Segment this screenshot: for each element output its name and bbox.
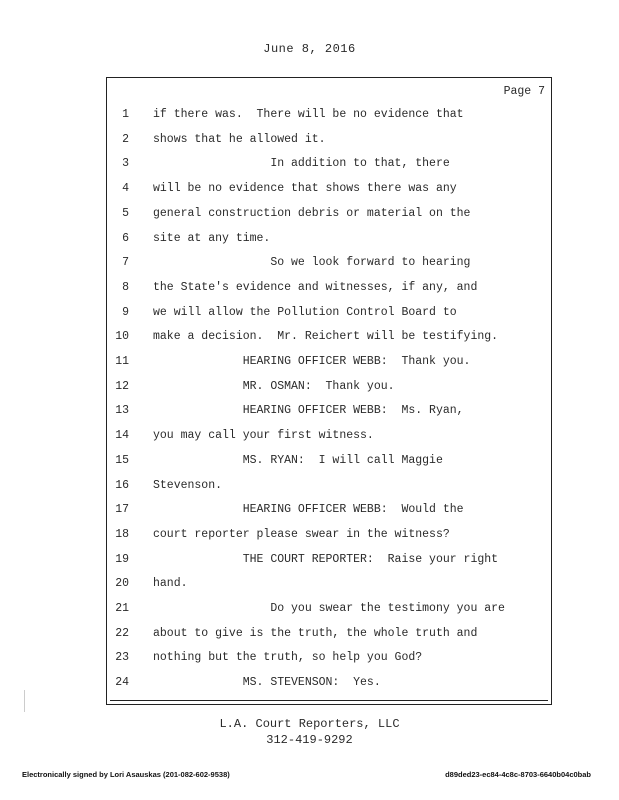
line-text: court reporter please swear in the witness? [153, 527, 450, 541]
line-number: 16 [115, 478, 129, 492]
transcript-line [107, 572, 551, 596]
line-text: about to give is the truth, the whole truth and [153, 626, 478, 640]
line-number: 9 [122, 305, 129, 319]
transcript-line [107, 474, 551, 498]
transcript-line [107, 103, 551, 127]
line-number: 3 [122, 157, 129, 171]
line-text: MR. OSMAN: Thank you. [153, 379, 395, 393]
line-text: the State's evidence and witnesses, if any, and [153, 280, 478, 294]
transcript-line [107, 152, 551, 176]
line-text: THE COURT REPORTER: Raise your right [153, 552, 499, 566]
line-number: 21 [115, 602, 129, 615]
transcript-line [107, 301, 551, 325]
transcript-line [107, 498, 551, 522]
reporter-name: L.A. Court Reporters, LLC [219, 717, 400, 731]
line-text: HEARING OFFICER WEBB: Thank you. [153, 355, 471, 368]
line-number: 18 [115, 527, 129, 541]
transcript-line [107, 548, 551, 572]
line-number: 24 [115, 676, 129, 690]
line-text: general construction debris or material on the [153, 206, 471, 220]
transcript-line [107, 646, 551, 670]
line-text: Stevenson. [153, 478, 223, 492]
line-text: nothing but the truth, so help you God? [153, 651, 423, 665]
line-number: 5 [122, 206, 129, 220]
transcript-line [107, 375, 551, 399]
line-text: Do you swear the testimony you are [153, 602, 505, 615]
transcript-line [107, 276, 551, 300]
electronic-signature: Electronically signed by Lori Asauskas (201-082-602-9538) [22, 770, 230, 779]
transcript-line [107, 622, 551, 646]
line-text: hand. [153, 577, 188, 591]
transcript-date: June 8, 2016 [263, 42, 356, 56]
transcript-line [107, 523, 551, 547]
transcript-line [107, 597, 551, 621]
line-text: MS. STEVENSON: Yes. [153, 676, 381, 690]
line-number: 2 [122, 132, 129, 146]
line-number: 1 [122, 108, 129, 121]
transcript-line [107, 449, 551, 473]
line-number: 12 [115, 379, 129, 393]
transcript-line [107, 325, 551, 349]
line-text: make a decision. Mr. Reichert will be testifying. [153, 330, 499, 344]
transcript-page-frame [106, 77, 552, 705]
reporter-footer [0, 716, 619, 748]
transcript-line [107, 128, 551, 152]
line-number: 20 [115, 577, 129, 591]
line-number: 22 [115, 626, 129, 640]
transcript-line [107, 399, 551, 423]
line-number: 23 [115, 651, 129, 665]
line-number: 15 [115, 453, 129, 467]
line-number: 11 [115, 355, 129, 368]
scan-mark [24, 690, 25, 712]
transcript-line [107, 251, 551, 275]
line-number: 14 [115, 429, 129, 443]
line-number: 7 [122, 256, 129, 270]
page-number: Page 7 [503, 85, 545, 98]
transcript-line [107, 202, 551, 226]
line-text: In addition to that, there [153, 157, 450, 171]
line-text: site at any time. [153, 231, 271, 245]
line-text: shows that he allowed it. [153, 132, 326, 146]
line-number: 13 [115, 404, 129, 418]
line-text: if there was. There will be no evidence that [153, 108, 464, 121]
line-number: 8 [122, 280, 129, 294]
document-hash: d89ded23-ec84-4c8c-8703-6640b04c0bab [445, 770, 591, 779]
transcript-line [107, 671, 551, 695]
line-text: HEARING OFFICER WEBB: Ms. Ryan, [153, 404, 464, 418]
line-text: we will allow the Pollution Control Board to [153, 305, 457, 319]
line-text: MS. RYAN: I will call Maggie [153, 453, 443, 467]
line-number: 4 [122, 182, 129, 196]
transcript-line [107, 227, 551, 251]
line-number: 6 [122, 231, 129, 245]
line-text: HEARING OFFICER WEBB: Would the [153, 503, 464, 517]
transcript-line [107, 350, 551, 374]
reporter-phone: 312-419-9292 [266, 733, 353, 747]
transcript-line [107, 177, 551, 201]
line-text: you may call your first witness. [153, 429, 374, 443]
line-number: 19 [115, 552, 129, 566]
line-number: 10 [115, 330, 129, 344]
line-number: 17 [115, 503, 129, 517]
line-text: will be no evidence that shows there was any [153, 182, 457, 196]
transcript-line [107, 424, 551, 448]
line-text: So we look forward to hearing [153, 256, 471, 270]
